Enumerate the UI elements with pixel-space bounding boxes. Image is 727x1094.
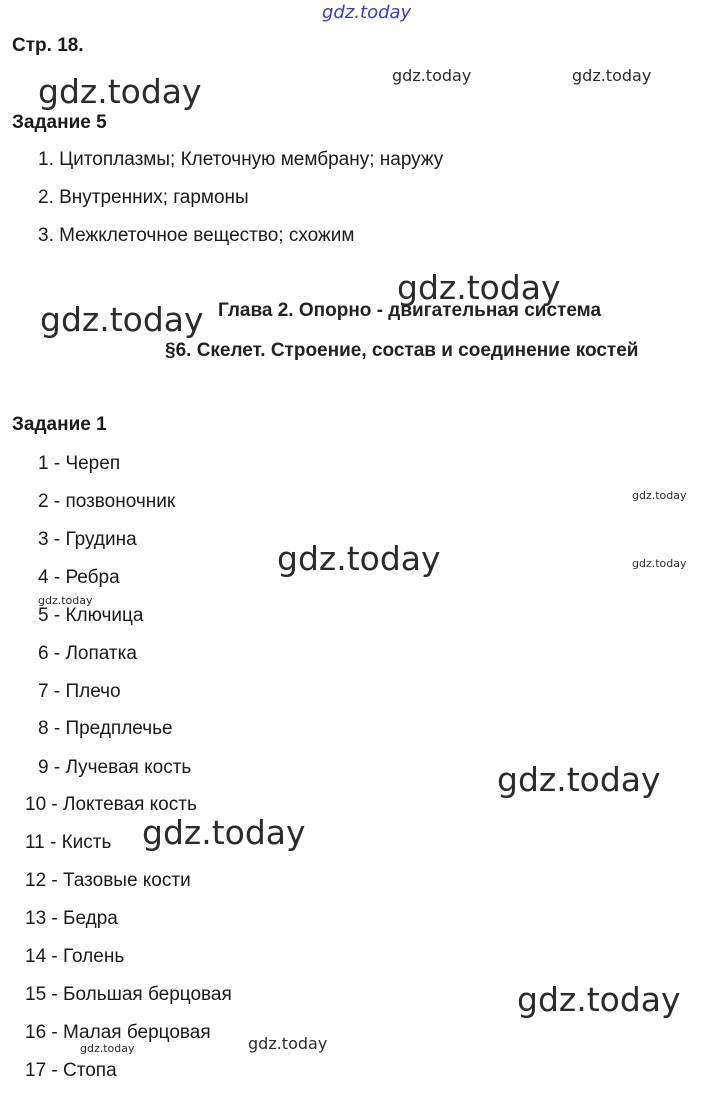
- task1-item: 14 - Голень: [25, 946, 125, 967]
- task1-item: 1 - Череп: [38, 453, 121, 474]
- task1-item: 3 - Грудина: [38, 529, 137, 550]
- task1-item: 9 - Лучевая кость: [38, 757, 192, 778]
- task5-item: 3. Межклеточное вещество; схожим: [38, 225, 355, 246]
- watermark-small: gdz.today: [80, 1042, 135, 1055]
- task1-item: 16 - Малая берцовая: [25, 1022, 211, 1043]
- watermark-small: gdz.today: [632, 557, 687, 570]
- task1-item: 4 - Ребра: [38, 567, 120, 588]
- task1-item: 8 - Предплечье: [38, 718, 173, 739]
- task1-item: 5 - Ключица: [38, 605, 144, 626]
- task1-item: 7 - Плечо: [38, 681, 121, 702]
- chapter-title: Глава 2. Опорно - двигательная система: [218, 300, 602, 321]
- task1-item: 11 - Кисть: [25, 832, 112, 853]
- task1-item: 2 - позвоночник: [38, 491, 176, 512]
- watermark-large: gdz.today: [40, 300, 204, 339]
- page-label: Стр. 18.: [12, 35, 84, 56]
- watermark-medium: gdz.today: [248, 1034, 328, 1053]
- watermark-large: gdz.today: [397, 268, 561, 307]
- watermark-medium: gdz.today: [572, 66, 652, 85]
- watermark-large: gdz.today: [142, 813, 306, 852]
- watermark-medium: gdz.today: [392, 66, 472, 85]
- task1-item: 12 - Тазовые кости: [25, 870, 191, 891]
- watermark-large: gdz.today: [497, 760, 661, 799]
- task1-item: 10 - Локтевая кость: [25, 794, 197, 815]
- task1-item: 17 - Стопа: [25, 1060, 117, 1081]
- task5-item: 2. Внутренних; гармоны: [38, 187, 249, 208]
- watermark-large: gdz.today: [38, 72, 202, 111]
- task5-title: Задание 5: [12, 112, 107, 133]
- watermark-large: gdz.today: [517, 980, 681, 1019]
- watermark-top: gdz.today: [322, 2, 412, 23]
- task5-item: 1. Цитоплазмы; Клеточную мембрану; наружу: [38, 149, 444, 170]
- watermark-small: gdz.today: [38, 594, 93, 607]
- task1-title: Задание 1: [12, 414, 107, 435]
- task1-item: 15 - Большая берцовая: [25, 984, 232, 1005]
- section-title: §6. Скелет. Строение, состав и соединение костей: [165, 340, 639, 361]
- task1-item: 6 - Лопатка: [38, 643, 137, 664]
- task1-item: 13 - Бедра: [25, 908, 118, 929]
- watermark-large: gdz.today: [277, 539, 441, 578]
- watermark-small: gdz.today: [632, 489, 687, 502]
